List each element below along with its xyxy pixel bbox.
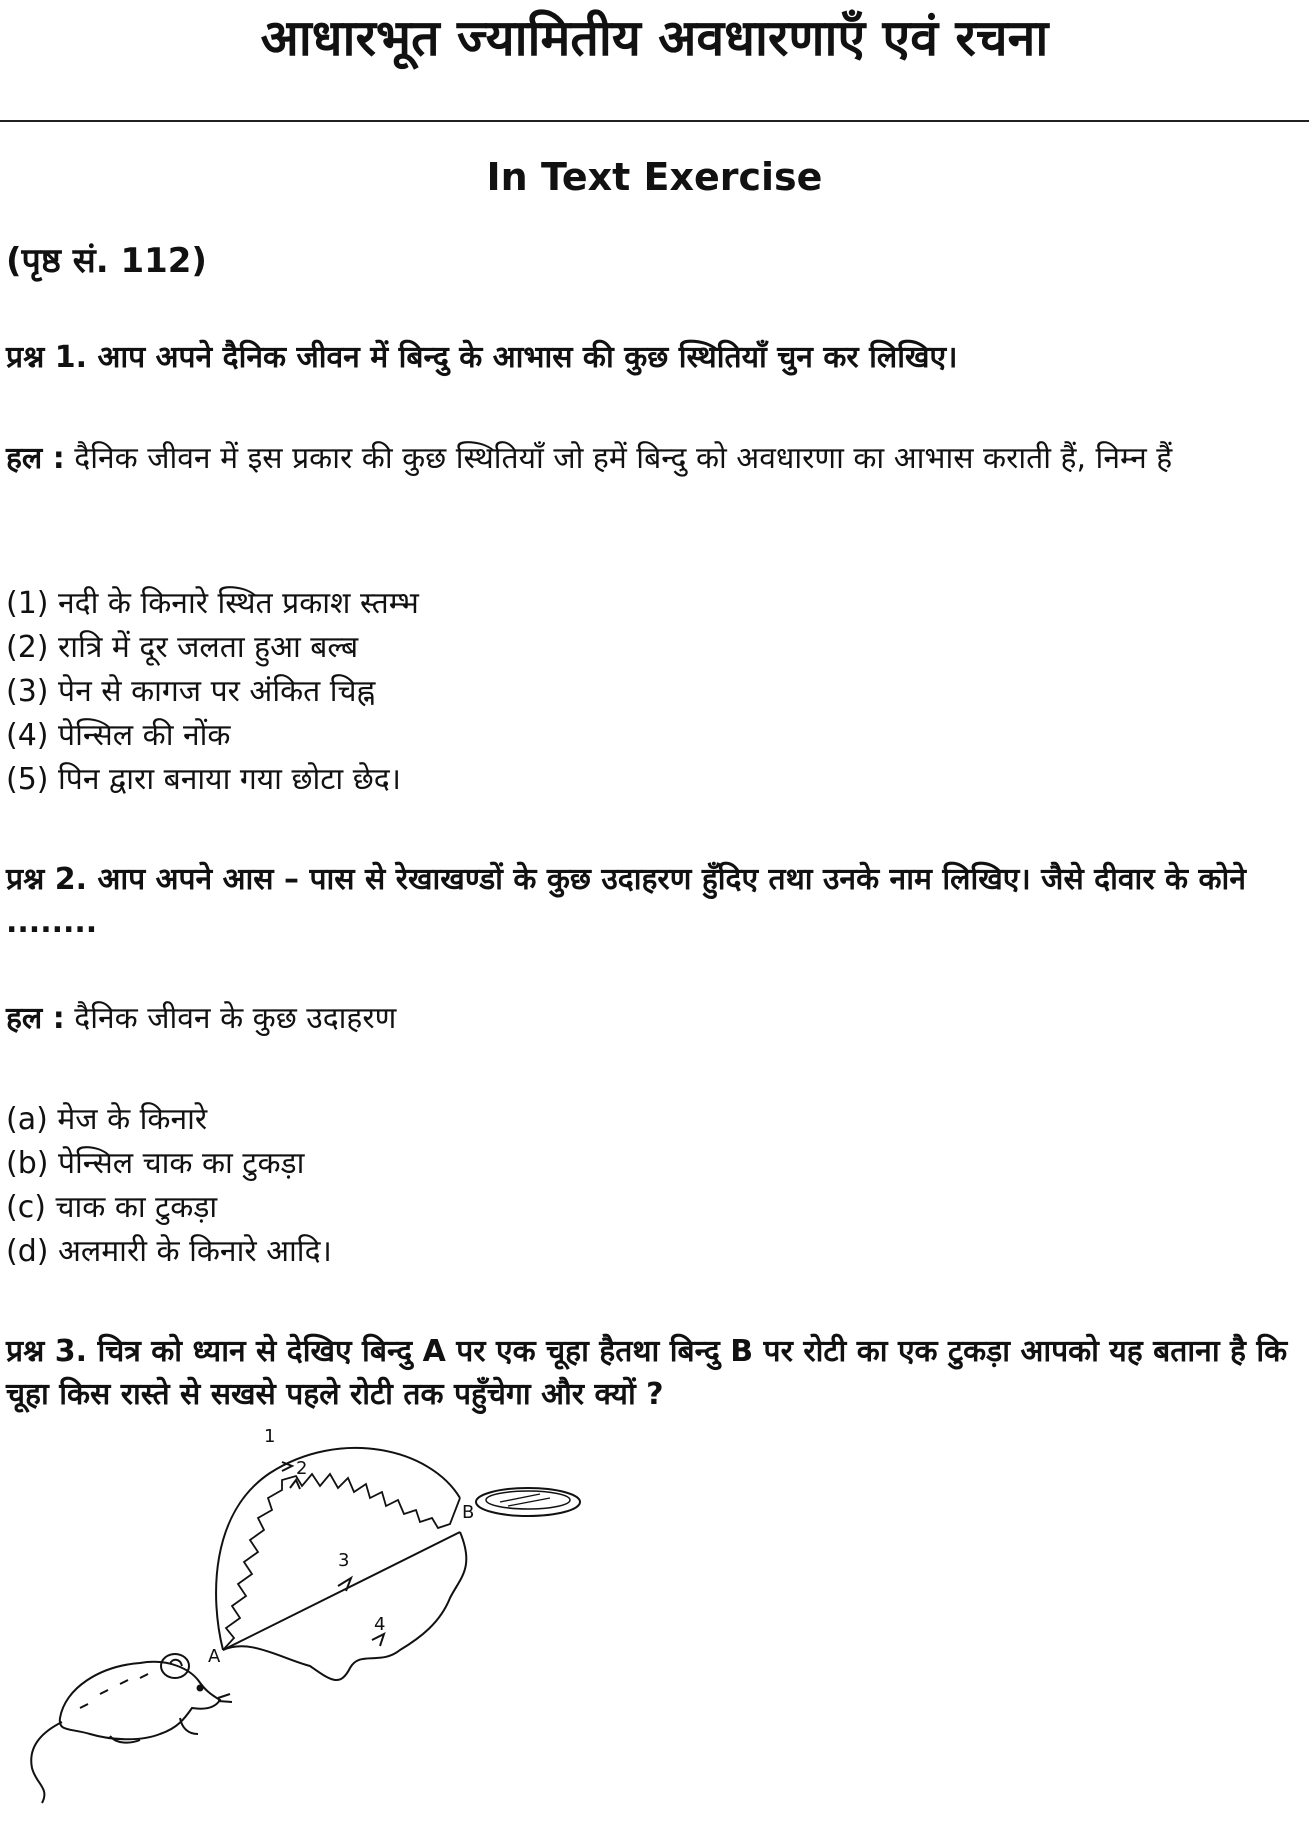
point-a-label: A [208, 1646, 221, 1667]
answer-2-text: दैनिक जीवन के कुछ उदाहरण [74, 1001, 397, 1036]
page-title: आधारभूत ज्यामितीय अवधारणाएँ एवं रचना [260, 9, 1049, 67]
list-item: (b) पेन्सिल चाक का टुकड़ा [6, 1146, 305, 1181]
answer-2-list [6, 1098, 1296, 1274]
answer-1-list [6, 582, 1296, 802]
path-label-1: 1 [264, 1426, 276, 1447]
list-item: (3) पेन से कागज पर अंकित चिह्न [6, 674, 376, 709]
list-item: (1) नदी के किनारे स्थित प्रकाश स्तम्भ [6, 586, 419, 621]
answer-1-text: दैनिक जीवन में इस प्रकार की कुछ स्थितियाँ जो हमें बिन्दु को अवधारणा का आभास कराती हैं, निम्न हैं [74, 441, 1173, 476]
page-reference: (पृष्ठ सं. 112) [6, 241, 207, 281]
path-1-arrow [282, 1462, 292, 1471]
list-item: (5) पिन द्वारा बनाया गया छोटा छेद। [6, 762, 402, 797]
answer-1 [6, 438, 1296, 480]
section-heading: In Text Exercise [486, 155, 823, 199]
list-item: (2) रात्रि में दूर जलता हुआ बल्ब [6, 630, 359, 665]
list-item: (4) पेन्सिल की नोंक [6, 718, 231, 753]
path-1-arc [216, 1448, 460, 1650]
path-label-4: 4 [374, 1614, 386, 1635]
mouse-bread-figure [20, 1418, 600, 1812]
path-label-2: 2 [296, 1458, 308, 1479]
mouse-icon [31, 1654, 232, 1803]
title-divider [0, 120, 1309, 122]
question-3: प्रश्न 3. चित्र को ध्यान से देखिए बिन्दु A पर एक चूहा हैतथा बिन्दु B पर रोटी का एक टुकड़ा आपको यह बताना है कि चूहा किस रास्ते से सखसे पहले रोटी तक पहुँचेगा और क्यों ? [6, 1334, 1288, 1412]
path-label-3: 3 [338, 1550, 350, 1571]
answer-2-lead: हल : [6, 1001, 65, 1036]
question-1: प्रश्न 1. आप अपने दैनिक जीवन में बिन्दु के आभास की कुछ स्थितियाँ चुन कर लिखिए। [6, 340, 958, 375]
path-4-arrow [372, 1634, 384, 1646]
point-b-label: B [462, 1502, 475, 1523]
list-item: (c) चाक का टुकड़ा [6, 1190, 218, 1225]
question-2: प्रश्न 2. आप अपने आस – पास से रेखाखण्डों के कुछ उदाहरण हुँदिए तथा उनके नाम लिखिए। जैसे दीवार के कोने ........ [6, 862, 1246, 940]
list-item: (a) मेज के किनारे [6, 1102, 208, 1137]
answer-2 [6, 998, 1296, 1040]
answer-1-lead: हल : [6, 441, 65, 476]
bread-icon [476, 1488, 580, 1516]
list-item: (d) अलमारी के किनारे आदि। [6, 1234, 332, 1269]
